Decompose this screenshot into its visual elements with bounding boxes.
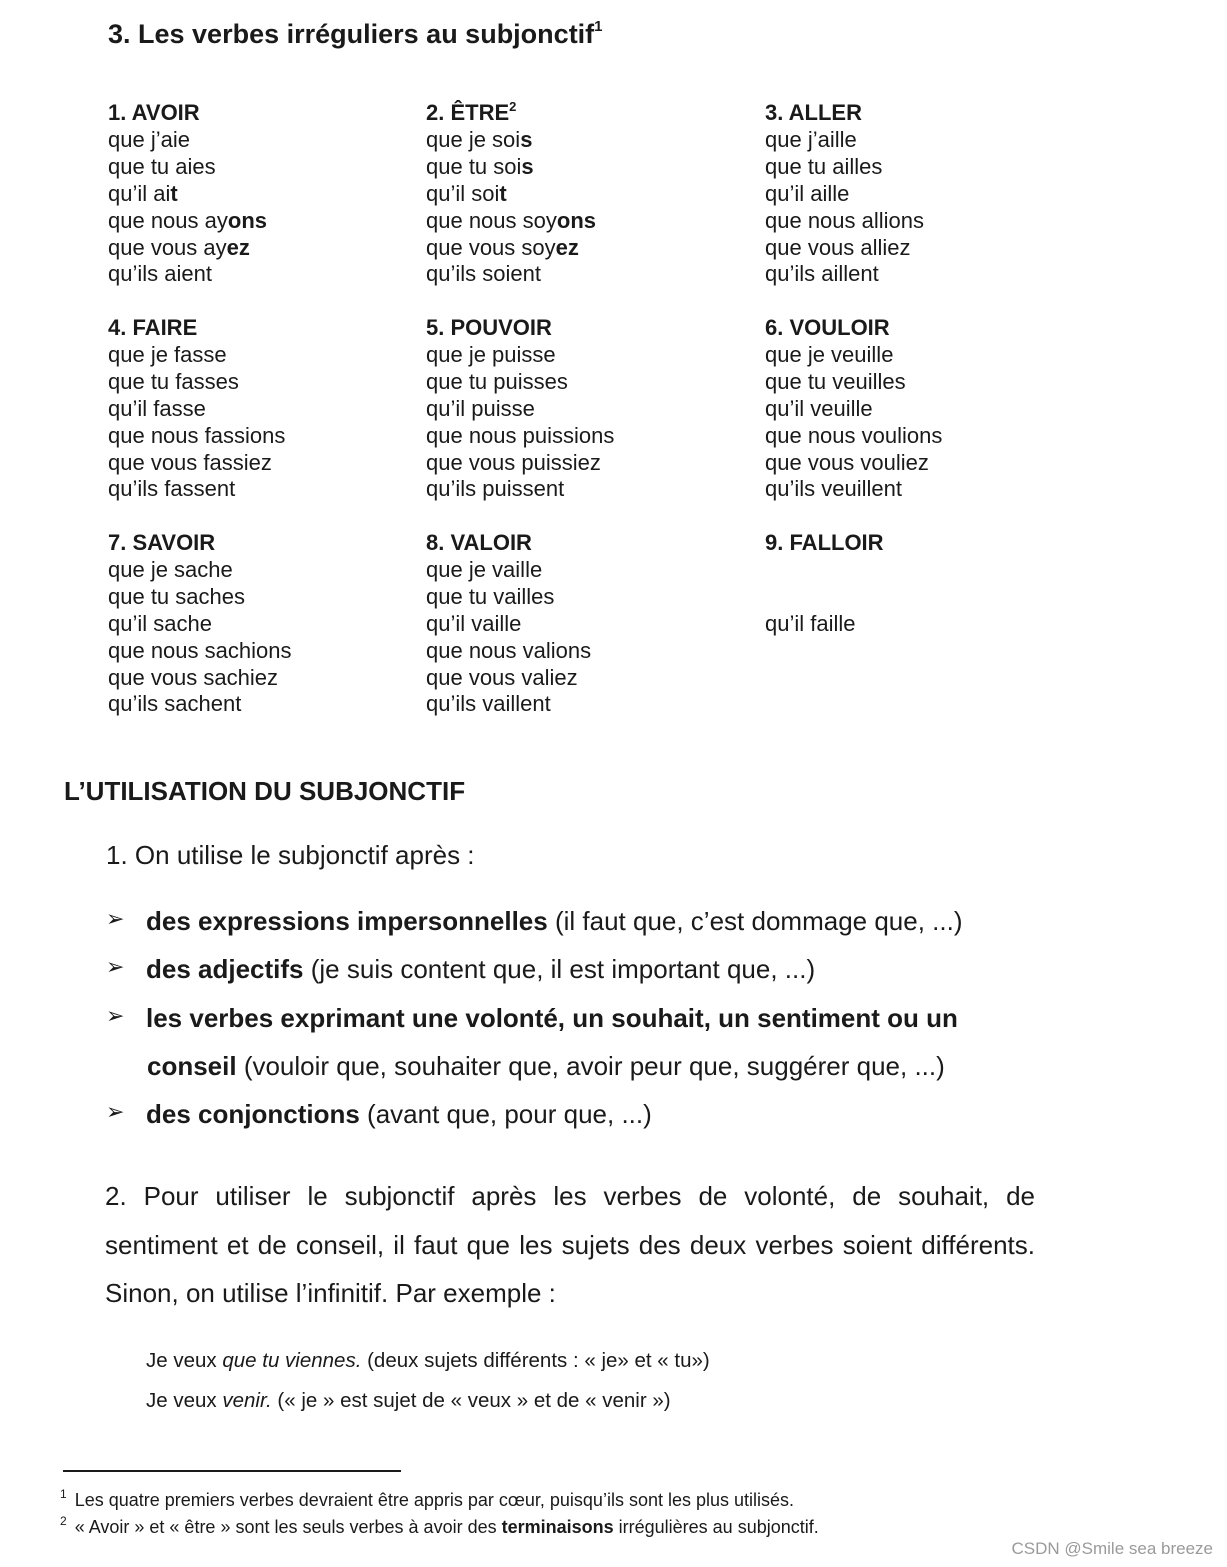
conjugation-form: que nous sachions	[108, 637, 292, 663]
verb-block-8	[426, 530, 591, 718]
verb-block-2	[426, 100, 596, 288]
conjugation-form: qu’il aille	[765, 180, 850, 206]
bullet-verbs-of-will-continued: conseil (vouloir que, souhaiter que, avoir peur que, suggérer que, ...)	[147, 1051, 945, 1081]
point-1: 1. On utilise le subjonctif après :	[106, 840, 475, 870]
conjugation-form: qu’il soit	[426, 180, 507, 206]
conjugation-form: que nous ayons	[108, 207, 267, 233]
conjugation-form: que tu ailles	[765, 153, 883, 179]
watermark: CSDN @Smile sea breeze	[1011, 1539, 1213, 1558]
conjugation-form: que je vaille	[426, 556, 543, 582]
conjugation-form: que je sois	[426, 126, 533, 152]
verb-block-3	[765, 100, 924, 288]
conjugation-form: qu’il puisse	[426, 395, 535, 421]
conjugation-form: qu’ils sachent	[108, 691, 242, 717]
conjugation-form: que nous valions	[426, 637, 592, 663]
conjugation-form: qu’ils aillent	[765, 261, 879, 287]
conjugation-form: qu’il ait	[108, 180, 178, 206]
conjugation-form: que tu puisses	[426, 368, 568, 394]
conjugation-form: que nous soyons	[426, 207, 596, 233]
conjugation-form	[765, 665, 884, 692]
section-title: L’UTILISATION DU SUBJONCTIF	[64, 776, 466, 806]
conjugation-form: qu’il sache	[108, 610, 212, 636]
conjugation-form: que nous voulions	[765, 422, 943, 448]
conjugation-form: que vous puissiez	[426, 449, 601, 475]
verb-block-1	[108, 100, 267, 288]
verb-heading: 4. FAIRE	[108, 315, 198, 340]
footnote-ref-2: 2	[509, 99, 517, 114]
verb-heading: 7. SAVOIR	[108, 530, 216, 555]
verb-block-4	[108, 315, 285, 503]
conjugation-form: qu’ils puissent	[426, 476, 565, 502]
conjugation-form	[765, 638, 884, 665]
verb-heading: 2. ÊTRE$^2$	[426, 99, 517, 125]
conjugation-form: que tu saches	[108, 583, 245, 609]
conjugation-form: que tu sois	[426, 153, 534, 179]
conjugation-form: qu’il veuille	[765, 395, 873, 421]
conjugation-form: qu’ils veuillent	[765, 476, 902, 502]
conjugation-form: que je fasse	[108, 341, 227, 367]
conjugation-form: que je veuille	[765, 341, 894, 367]
conjugation-form: que vous alliez	[765, 234, 911, 260]
arrow-bullet-icon: ➢	[106, 906, 125, 931]
conjugation-form: que nous fassions	[108, 422, 286, 448]
conjugation-form	[765, 557, 884, 584]
arrow-bullet-icon: ➢	[106, 954, 125, 979]
verb-block-7	[108, 530, 291, 718]
conjugation-form: que je puisse	[426, 341, 556, 367]
verb-block-9	[765, 530, 884, 718]
conjugation-form	[765, 691, 884, 718]
example-1: Je veux que tu viennes. (deux sujets différents : « je» et « tu»)	[146, 1349, 710, 1372]
footnote-separator	[63, 1470, 401, 1472]
footnote-1: $^1$ Les quatre premiers verbes devraient être appris par cœur, puisqu’ils sont les plus utilisés.	[60, 1487, 795, 1510]
conjugation-form	[765, 584, 884, 611]
arrow-bullet-icon: ➢	[106, 1003, 125, 1028]
conjugation-form: que nous allions	[765, 207, 925, 233]
verb-heading: 1. AVOIR	[108, 100, 200, 125]
page-title: 3. Les verbes irréguliers au subjonctif$^1$	[108, 18, 603, 49]
conjugation-form: qu’ils vaillent	[426, 691, 551, 717]
point-2-paragraph: 2. Pour utiliser le subjonctif après les verbes de volonté, de souhait, de sentiment et de conseil, il faut que les sujets des deux verbes soient différents. Sinon, on utilise l’infinitif. Par exemple :	[105, 1181, 1035, 1309]
conjugation-form: que je sache	[108, 556, 233, 582]
verb-heading: 3. ALLER	[765, 100, 862, 125]
conjugation-form: qu’ils aient	[108, 261, 212, 287]
conjugation-form: que vous vouliez	[765, 449, 929, 475]
conjugation-form: que tu veuilles	[765, 368, 906, 394]
conjugation-form: que tu fasses	[108, 368, 239, 394]
conjugation-form: qu’il vaille	[426, 610, 522, 636]
verb-heading: 8. VALOIR	[426, 530, 532, 555]
conjugation-form: qu’ils fassent	[108, 476, 236, 502]
example-2: Je veux venir. (« je » est sujet de « veux » et de « venir »)	[146, 1389, 671, 1412]
arrow-bullet-icon: ➢	[106, 1099, 125, 1124]
conjugation-form: qu’ils soient	[426, 261, 541, 287]
conjugation-form: qu’il fasse	[108, 395, 206, 421]
footnote-2: $^2$ « Avoir » et « être » sont les seuls verbes à avoir des terminaisons irrégulières au subjonctif.	[60, 1514, 819, 1537]
conjugation-form: que j’aille	[765, 126, 857, 152]
verb-block-6	[765, 315, 942, 503]
conjugation-form: que vous soyez	[426, 234, 579, 260]
conjugation-form: que nous puissions	[426, 422, 615, 448]
verb-heading: 6. VOULOIR	[765, 315, 890, 340]
conjugation-form: que tu vailles	[426, 583, 555, 609]
verb-block-5	[426, 315, 614, 503]
footnote-ref-1: 1	[594, 18, 603, 35]
conjugation-form: qu’il faille	[765, 610, 856, 636]
conjugation-form: que vous sachiez	[108, 664, 278, 690]
conjugation-form: que vous ayez	[108, 234, 250, 260]
conjugation-form: que tu aies	[108, 153, 216, 179]
verb-heading: 9. FALLOIR	[765, 530, 884, 555]
conjugation-form: que vous fassiez	[108, 449, 272, 475]
conjugation-form: que j’aie	[108, 126, 190, 152]
conjugation-form: que vous valiez	[426, 664, 578, 690]
verb-heading: 5. POUVOIR	[426, 315, 552, 340]
